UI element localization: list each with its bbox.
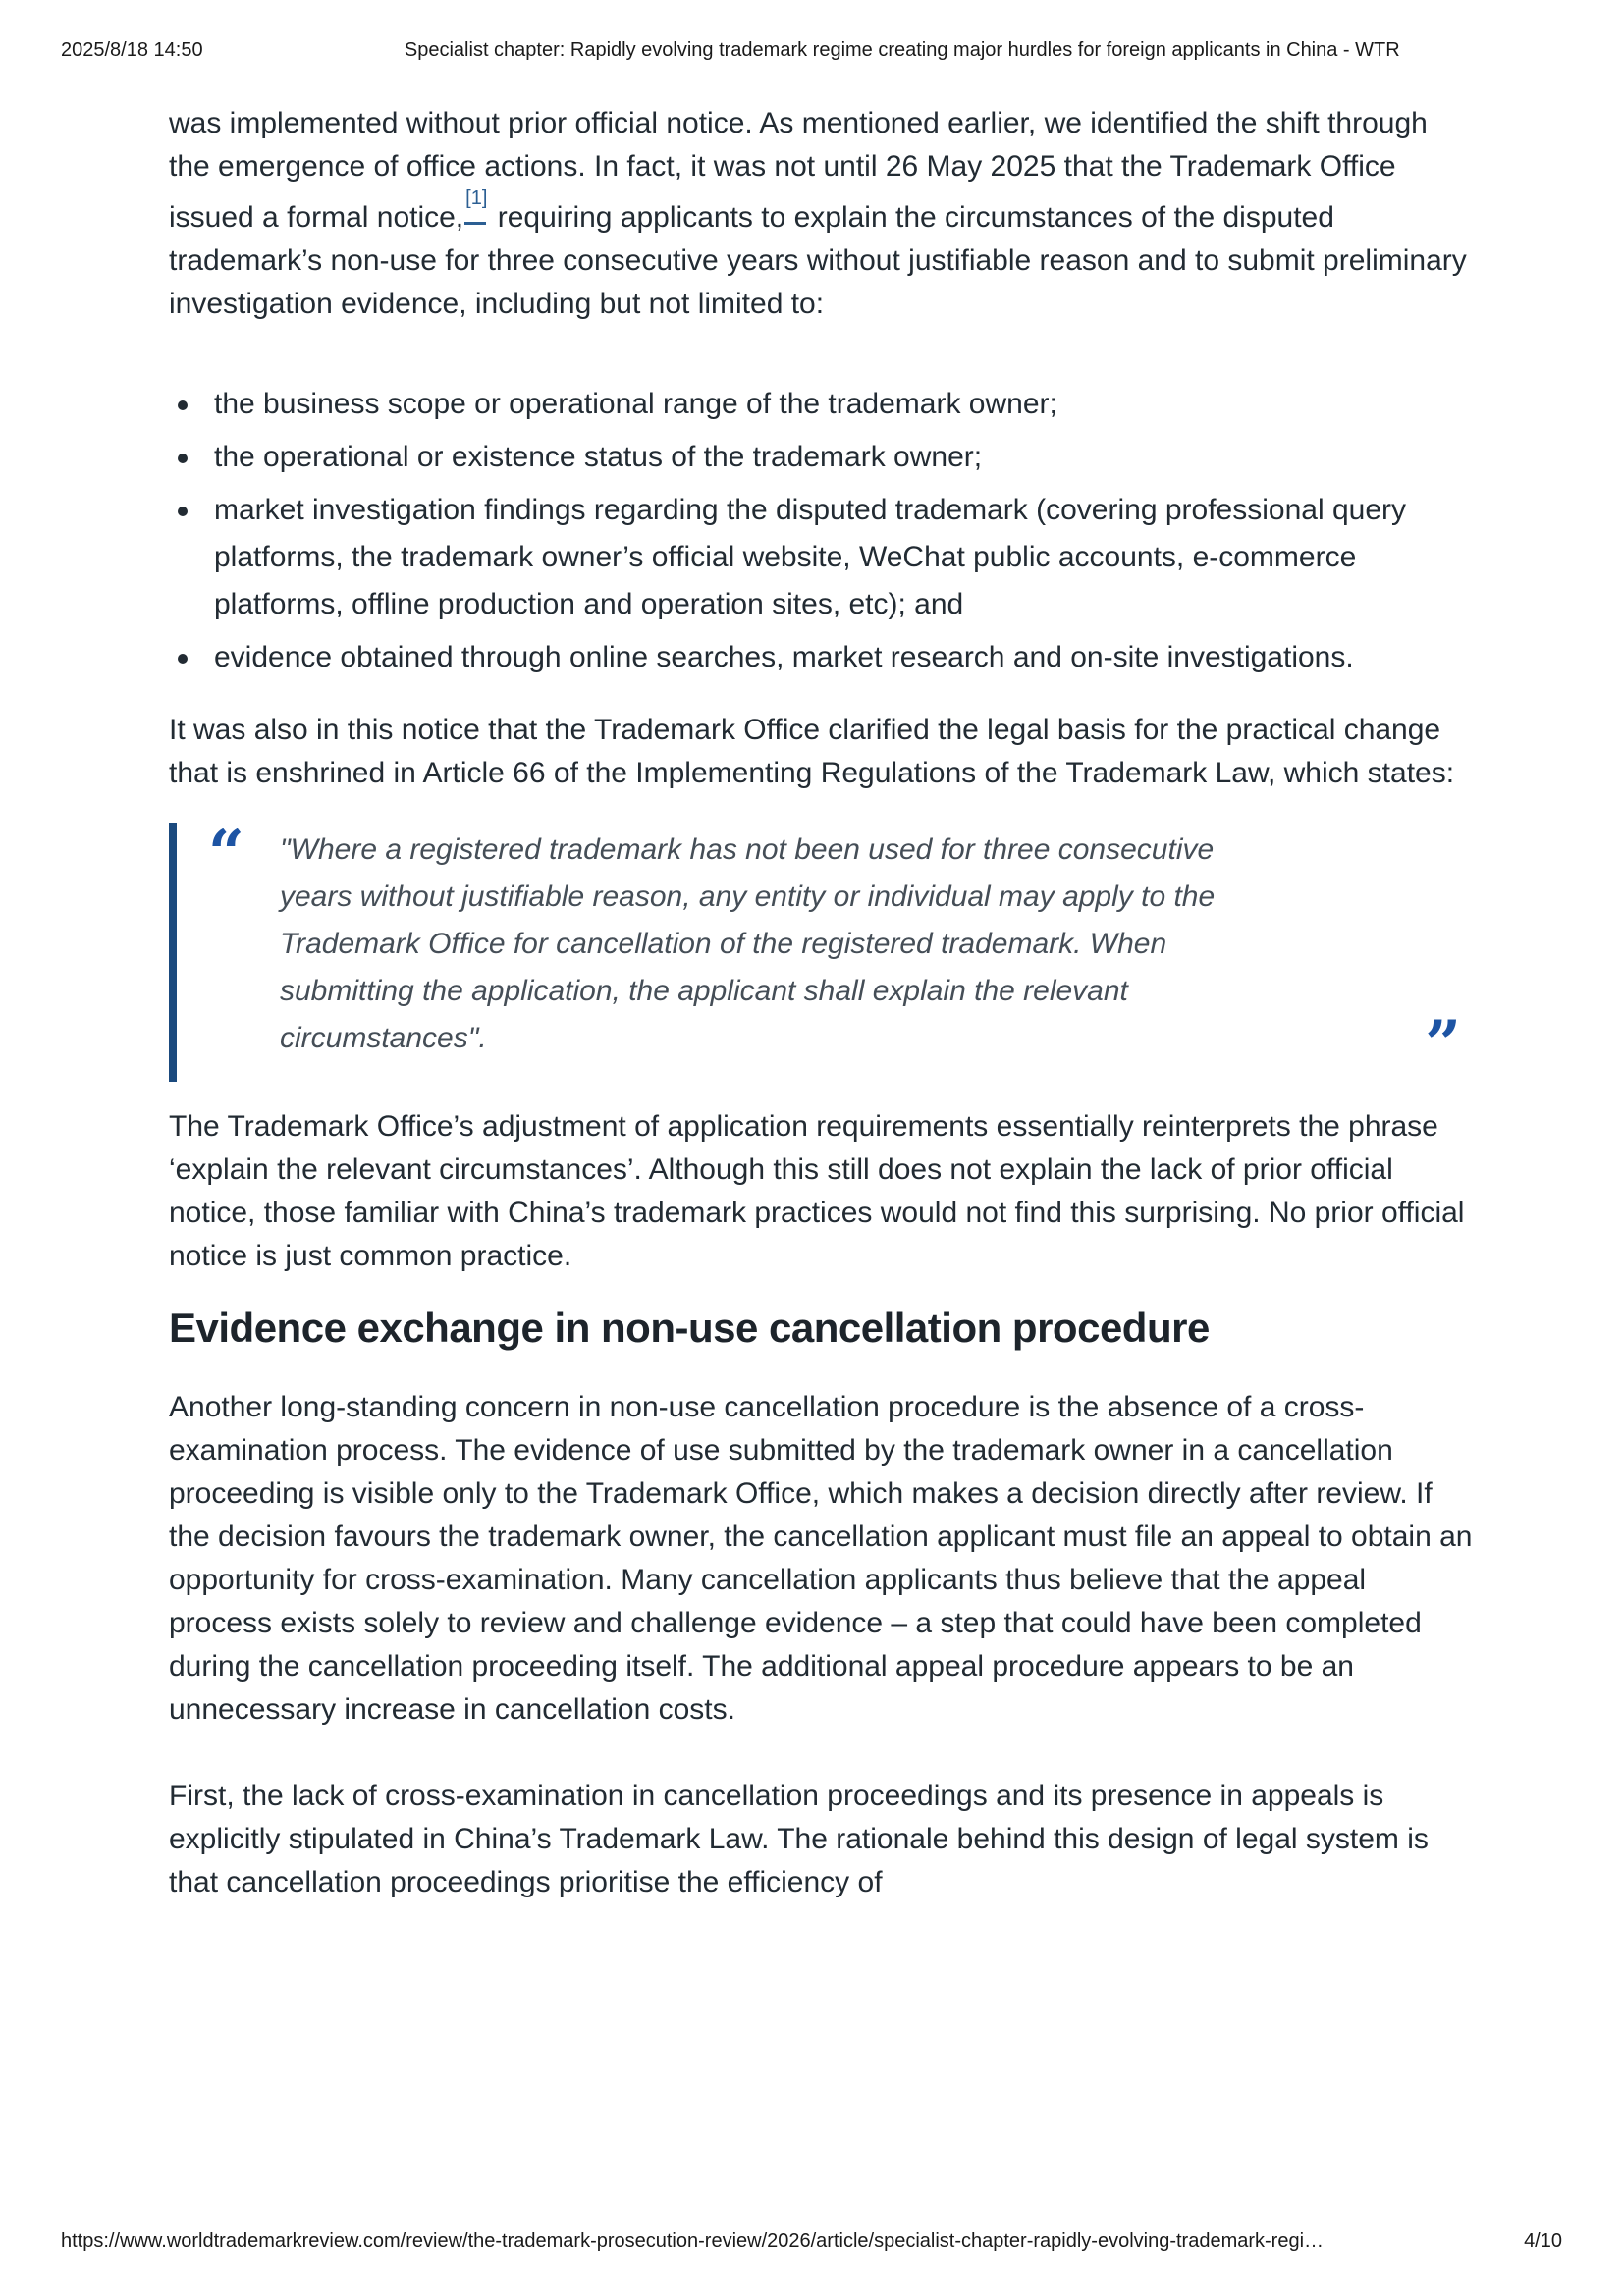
blockquote (169, 817, 1475, 1082)
print-page-number: 4/10 (1524, 2230, 1562, 2252)
print-header-title: Specialist chapter: Rapidly evolving trademark regime creating major hurdles for foreign applicants in China - WTR (404, 39, 1400, 61)
list-item: evidence obtained through online searches, market research and on-site investigations. (169, 634, 1475, 681)
paragraph-trademark-law: First, the lack of cross-examination in cancellation proceedings and its presence in appeals is explicitly stipulated in China’s Trademark Law. The rationale behind this design of legal system is that cancellation proceedings prioritise the efficiency of (169, 1780, 1429, 1898)
article-content (169, 102, 1475, 1904)
print-footer (61, 2230, 1562, 2253)
paragraph-legal-basis: It was also in this notice that the Trademark Office clarified the legal basis for the practical change that is enshrined in Article 66 of the Implementing Regulations of the Trademark Law, which states: (169, 714, 1455, 789)
quote-text (280, 827, 1416, 1062)
quote-line: Trademark Office for cancellation of the registered trademark. When (280, 928, 1167, 960)
paragraph-reinterpretation: The Trademark Office’s adjustment of application requirements essentially reinterprets the phrase ‘explain the relevant circumstances’. Although this still does not explain the lack of prior official notice, those familiar with China’s trademark practices would not find this surprising. No prior official notice is just common practice. (169, 1110, 1465, 1272)
list-item: the business scope or operational range of the trademark owner; (169, 381, 1475, 428)
evidence-requirements-list (169, 381, 1475, 681)
open-quote-icon: “ (208, 817, 244, 890)
footnote-ref-link[interactable]: [1] (465, 187, 488, 209)
print-footer-url: https://www.worldtrademarkreview.com/review/the-trademark-prosecution-review/2026/article/specialist-chapter-rapidly-evolving-trademark-regi… (61, 2230, 1325, 2252)
paragraph-text: was implemented without prior official notice. As mentioned earlier, we identified the shift through the emergence of office actions. In fact, it was not until 26 May 2025 that the Trademark Office issued a formal notice, (169, 107, 1428, 234)
list-item: the operational or existence status of the trademark owner; (169, 434, 1475, 481)
quote-line: circumstances". (280, 1022, 487, 1054)
section-heading: Evidence exchange in non-use cancellation procedure (169, 1305, 1210, 1351)
quote-line: "Where a registered trademark has not been used for three consecutive (280, 833, 1215, 866)
close-quote-icon: ” (1425, 1007, 1461, 1081)
quote-line: submitting the application, the applicant shall explain the relevant (280, 975, 1128, 1007)
paragraph-intro (169, 102, 1475, 326)
paragraph-text: requiring applicants to explain the circumstances of the disputed trademark’s non-use for three consecutive years without justifiable reason and to submit preliminary investigation evidence, including but not limited to: (169, 201, 1467, 320)
list-item: market investigation findings regarding the disputed trademark (covering professional query platforms, the trademark owner’s official website, WeChat public accounts, e-commerce platforms, offline production and operation sites, etc); and (169, 487, 1475, 628)
print-datetime: 2025/8/18 14:50 (61, 39, 203, 61)
print-header (61, 39, 1562, 62)
quote-line: years without justifiable reason, any entity or individual may apply to the (280, 881, 1216, 913)
paragraph-cross-examination: Another long-standing concern in non-use cancellation procedure is the absence of a cross-examination process. The evidence of use submitted by the trademark owner in a cancellation proceeding is visible only to the Trademark Office, which makes a decision directly after review. If the decision favours the trademark owner, the cancellation applicant must file an appeal to obtain an opportunity for cross-examination. Many cancellation applicants thus believe that the appeal process exists solely to review and challenge evidence – a step that could have been completed during the cancellation proceeding itself. The additional appeal procedure appears to be an unnecessary increase in cancellation costs. (169, 1391, 1473, 1726)
